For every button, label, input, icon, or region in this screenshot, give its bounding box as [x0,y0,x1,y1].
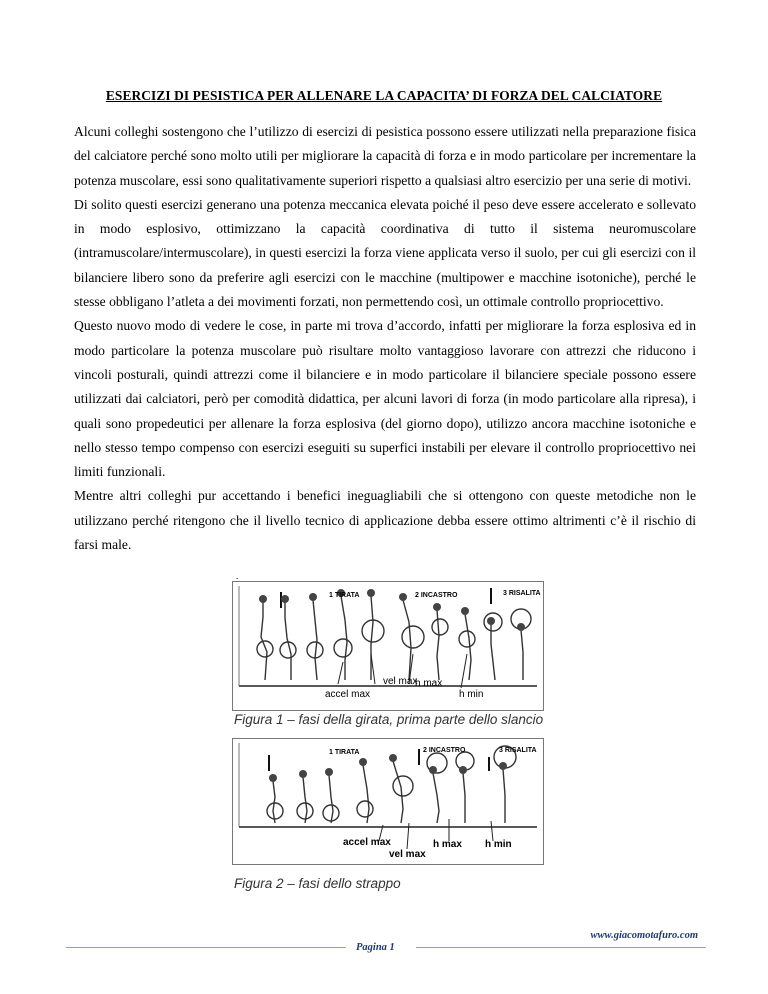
paragraph-4: Mentre altri colleghi pur accettando i benefici ineguagliabili che si ottengono con queste metodiche non le utilizzano perché ritengono che il livello tecnico di applicazione debba essere ottimo altrimenti c’è il rischio di farsi male. [74,488,696,553]
paragraph-3: Questo nuovo modo di vedere le cose, in parte mi trova d’accordo, infatti per migliorare la forza esplosiva ed in modo particolare la potenza muscolare può risultare molto vantaggioso lavorare con attrezzi che riducono i vincoli posturali, quindi attrezzi come il bilanciere e in modo particolare il bilanciere speciale possono essere utilizzati dai calciatori, però per comodità didattica, per alcuni lavori di forza (in modo particolare alla ripresa), i quali sono propedeutici per allenare la forza esplosiva (del giorno dopo), utilizzo ancora macchine isotoniche e nello stesso tempo compenso con esercizi eseguiti su superfici instabili per elevare il controllo propriocettivo nei limiti funzionali. [74,318,696,480]
figure-2-annotation-vel-max: vel max [389,849,426,860]
figure-2-phase-label-2: 2 INCASTRO [423,747,466,754]
paragraph-2: Di solito questi esercizi generano una potenza meccanica elevata poiché il peso deve essere accelerato e sollevato in modo esplosivo, ottimizzano la capacità coordinativa di tutto il sistema neuromuscolare (intramuscolare/intermuscolare), in questi esercizi la forza viene applicata verso il suolo, per cui gli esercizi con il bilanciere libero sono da preferire agli esercizi con le macchine (multipower e macchine isotoniche), perché le stesse obbligano l’atleta a dei movimenti forzati, non permettendo così, un ottimale controllo propriocettivo. [74,196,696,310]
figure-2-annotation-h-max: h max [433,839,462,850]
website-link[interactable]: www.giacomotafuro.com [590,930,698,941]
figure-2-annotation-accel-max: accel max [343,837,391,848]
figure-1-annotation-h-min: h min [459,689,484,700]
figure-1-phase-label-1: 1 TIRATA [329,592,360,599]
figure-1-illustration [232,581,544,711]
figure-2-phase-label-3: 3 RISALITA [499,747,537,754]
figure-1-annotation-accel-max: accel max [325,689,371,700]
figure-1-caption: Figura 1 – fasi della girata, prima parte dello slancio [234,712,544,727]
weightlifting-sequence-1-drawing [233,582,543,710]
document-title: ESERCIZI DI PESISTICA PER ALLENARE LA CAPACITA’ DI FORZA DEL CALCIATORE [105,88,663,103]
paragraph-1: Alcuni colleghi sostengono che l’utilizzo di esercizi di pesistica possono essere utilizzati nella preparazione fisica del calciatore perché sono molto utili per migliorare la capacità di forza e in modo particolare per incrementare la potenza muscolare, essi sono qualitativamente superiori rispetto a qualsiasi altro esercizio per una serie di motivi. [74,124,696,188]
footer-rule-right [416,947,706,948]
figure-2-annotation-h-min: h min [485,839,512,850]
figure-1-phase-label-3: 3 RISALITA [503,590,541,597]
figure-1-annotation-h-max: h max [415,678,443,689]
figure-2-caption: Figura 2 – fasi dello strappo [234,876,401,891]
figure-1-annotation-vel-max: vel max [383,676,418,687]
figure-1-phase-label-2: 2 INCASTRO [415,592,458,599]
stray-mark: . [236,571,239,581]
figure-2-illustration [232,738,544,865]
footer-rule-left [66,947,346,948]
figure-2-phase-label-1: 1 TIRATA [329,749,360,756]
document-body [74,120,696,557]
page-number: Pagina 1 [356,942,395,953]
